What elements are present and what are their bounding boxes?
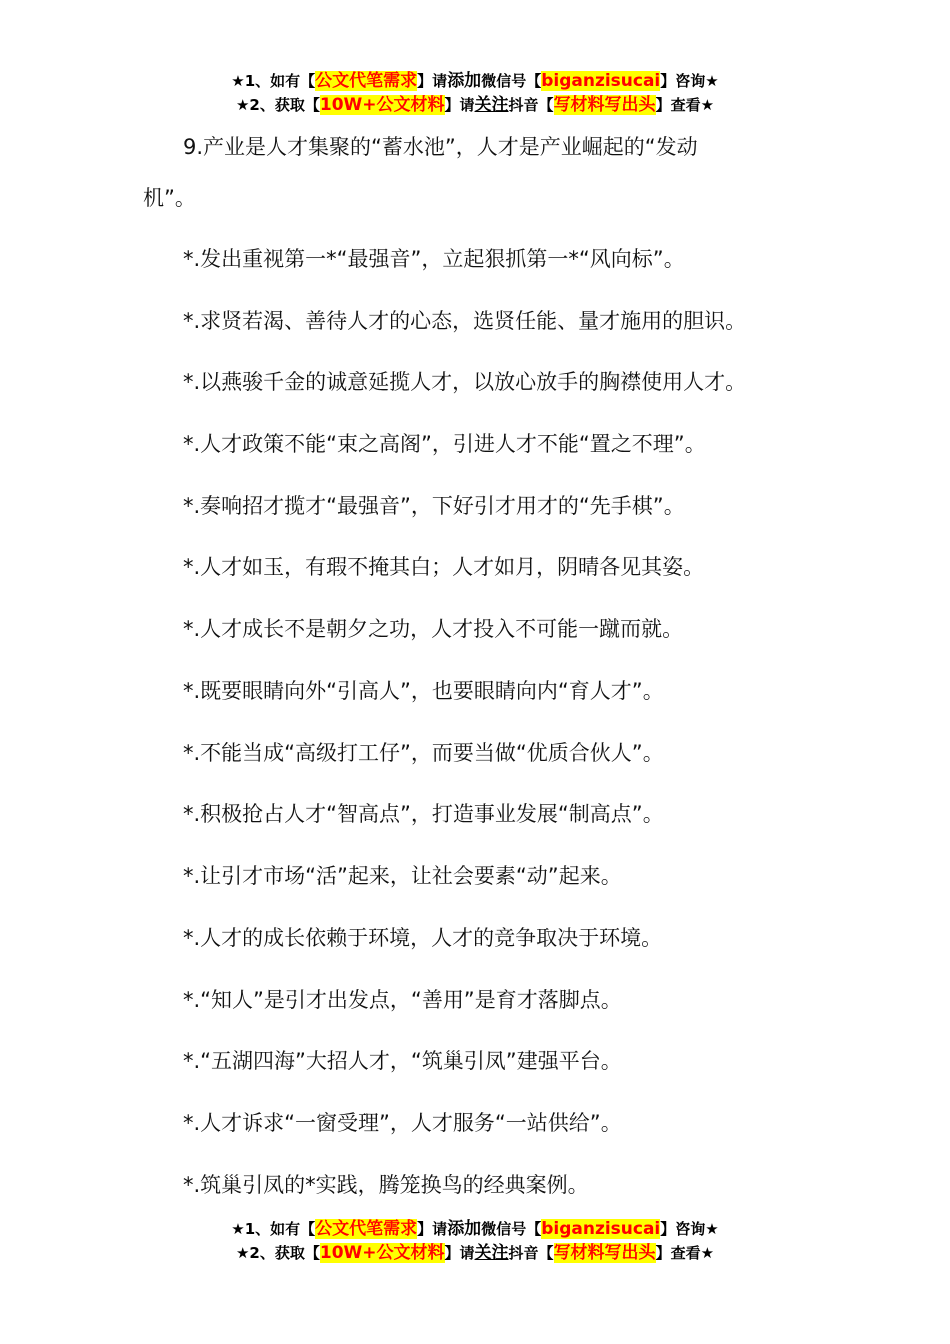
list-item: *.人才政策不能“束之高阁”，引进人才不能“置之不理”。 [183,432,706,456]
list-item: *.“五湖四海”大招人才，“筑巢引凤”建强平台。 [183,1049,622,1073]
promo-line-2 [0,93,950,117]
list-item: *.既要眼睛向外“引高人”，也要眼睛向内“育人才”。 [183,679,664,703]
promo-banner-top [0,69,950,117]
promo-emphasis-underlined: 关注 [474,1243,509,1263]
list-item: *.人才如玉，有瑕不掩其白；人才如月，阴晴各见其姿。 [183,555,705,579]
section-heading-continuation: 机”。 [143,186,196,210]
promo-highlight: 10W+公文材料 [319,1243,445,1263]
promo-text: ★2、获取【 [235,1244,320,1262]
promo-highlight-douyin-id: 写材料写出头 [553,95,656,115]
promo-line-1 [0,69,950,93]
list-item: *.让引才市场“活”起来，让社会要素“动”起来。 [183,864,622,888]
promo-line-1 [0,1217,950,1241]
list-item: *.求贤若渴、善待人才的心态，选贤任能、量才施用的胆识。 [183,309,747,333]
promo-text: 微信号【 [481,72,542,90]
list-item: *.筑巢引凤的*实践，腾笼换鸟的经典案例。 [183,1173,589,1197]
promo-emphasis: 添加 [447,1219,482,1239]
list-item: *.人才诉求“一窗受理”，人才服务“一站供给”。 [183,1111,622,1135]
list-item: *.“知人”是引才出发点，“善用”是育才落脚点。 [183,988,622,1012]
promo-text: ★1、如有【 [231,72,316,90]
promo-highlight: 公文代笔需求 [315,71,418,91]
promo-line-2 [0,1241,950,1265]
promo-text: 】请 [444,96,475,114]
promo-highlight: 10W+公文材料 [319,95,445,115]
promo-highlight: 公文代笔需求 [315,1219,418,1239]
promo-highlight-wechat-id: biganzisucai [541,1219,661,1239]
promo-text: 】请 [417,72,448,90]
promo-text: 抖音【 [508,1244,554,1262]
promo-text: 】咨询★ [660,1220,719,1238]
promo-text: 微信号【 [481,1220,542,1238]
list-item: *.积极抢占人才“智高点”，打造事业发展“制高点”。 [183,802,664,826]
section-heading: 9.产业是人才集聚的“蓄水池”，人才是产业崛起的“发动 [183,135,698,159]
promo-text: 抖音【 [508,96,554,114]
promo-text: 】请 [417,1220,448,1238]
promo-highlight-douyin-id: 写材料写出头 [553,1243,656,1263]
promo-emphasis: 添加 [447,71,482,91]
promo-banner-bottom [0,1217,950,1265]
promo-highlight-wechat-id: biganzisucai [541,71,661,91]
list-item: *.以燕骏千金的诚意延揽人才，以放心放手的胸襟使用人才。 [183,370,747,394]
list-item: *.人才成长不是朝夕之功，人才投入不可能一蹴而就。 [183,617,684,641]
promo-emphasis-underlined: 关注 [474,95,509,115]
promo-text: 】查看★ [655,1244,715,1262]
promo-text: 】查看★ [655,96,715,114]
list-item: *.不能当成“高级打工仔”，而要当做“优质合伙人”。 [183,741,664,765]
promo-text: 】请 [444,1244,475,1262]
list-item: *.发出重视第一*“最强音”，立起狠抓第一*“风向标”。 [183,247,685,271]
promo-text: ★2、获取【 [235,96,320,114]
list-item: *.奏响招才揽才“最强音”，下好引才用才的“先手棋”。 [183,494,685,518]
promo-text: 】咨询★ [660,72,719,90]
promo-text: ★1、如有【 [231,1220,316,1238]
list-item: *.人才的成长依赖于环境，人才的竞争取决于环境。 [183,926,663,950]
